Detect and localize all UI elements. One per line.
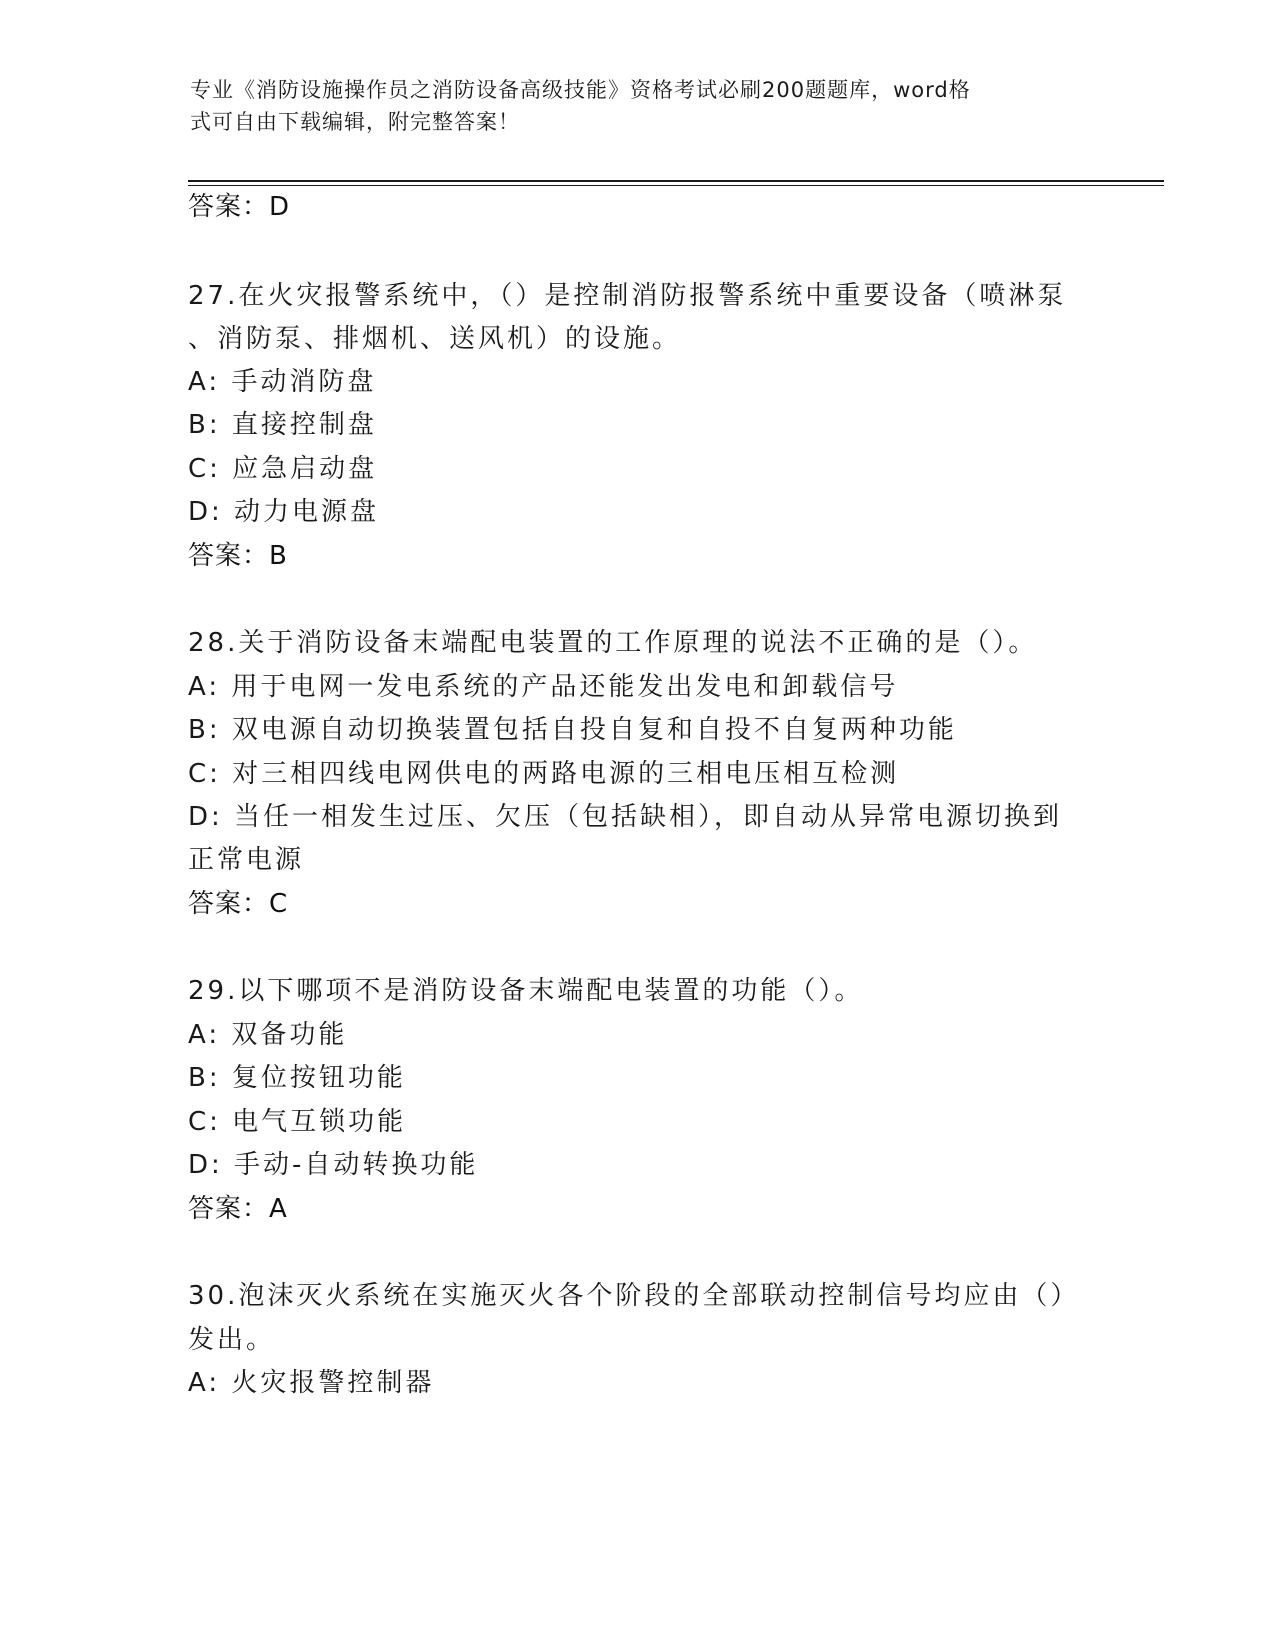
question-28-stem-line-1: 28.关于消防设备末端配电装置的工作原理的说法不正确的是（）。 bbox=[188, 628, 1038, 658]
question-30-stem-line-1: 30.泡沫灭火系统在实施灭火各个阶段的全部联动控制信号均应由（） bbox=[188, 1281, 1080, 1311]
question-29-stem-line-1: 29.以下哪项不是消防设备末端配电装置的功能（）。 bbox=[188, 976, 864, 1006]
header-divider-thick bbox=[188, 180, 1164, 182]
question-29-option-d: D: 手动-自动转换功能 bbox=[188, 1150, 479, 1180]
question-28-option-d-line-2: 正常电源 bbox=[188, 845, 305, 875]
question-30-stem-line-2: 发出。 bbox=[188, 1325, 276, 1355]
answer-29: 答案：A bbox=[188, 1194, 288, 1224]
header-line-2: 式可自由下载编辑，附完整答案！ bbox=[190, 110, 520, 134]
question-27-stem-line-2: 、消防泵、排烟机、送风机）的设施。 bbox=[188, 324, 682, 354]
header-divider-thin bbox=[188, 185, 1164, 186]
document-header bbox=[190, 74, 1090, 138]
question-28-option-a: A: 用于电网一发电系统的产品还能发出发电和卸载信号 bbox=[188, 672, 899, 702]
question-29-option-a: A: 双备功能 bbox=[188, 1020, 348, 1050]
answer-27: 答案：B bbox=[188, 541, 288, 571]
answer-26: 答案：D bbox=[188, 192, 291, 222]
header-line-1: 专业《消防设施操作员之消防设备高级技能》资格考试必刷200题题库，word格 bbox=[190, 78, 971, 102]
question-27-option-b: B: 直接控制盘 bbox=[188, 410, 377, 440]
question-30-option-a: A: 火灾报警控制器 bbox=[188, 1368, 435, 1398]
question-27-stem-line-1: 27.在火灾报警系统中，（）是控制消防报警系统中重要设备（喷淋泵 bbox=[188, 281, 1067, 311]
question-29-option-c: C: 电气互锁功能 bbox=[188, 1107, 407, 1137]
question-27-option-d: D: 动力电源盘 bbox=[188, 497, 380, 527]
question-28-option-b: B: 双电源自动切换装置包括自投自复和自投不自复两种功能 bbox=[188, 715, 957, 745]
question-27-option-c: C: 应急启动盘 bbox=[188, 454, 378, 484]
question-28-option-c: C: 对三相四线电网供电的两路电源的三相电压相互检测 bbox=[188, 759, 900, 789]
answer-28: 答案：C bbox=[188, 889, 289, 919]
question-28-option-d-line-1: D: 当任一相发生过压、欠压（包括缺相），即自动从异常电源切换到 bbox=[188, 802, 1063, 832]
question-29-option-b: B: 复位按钮功能 bbox=[188, 1063, 406, 1093]
question-27-option-a: A: 手动消防盘 bbox=[188, 367, 377, 397]
